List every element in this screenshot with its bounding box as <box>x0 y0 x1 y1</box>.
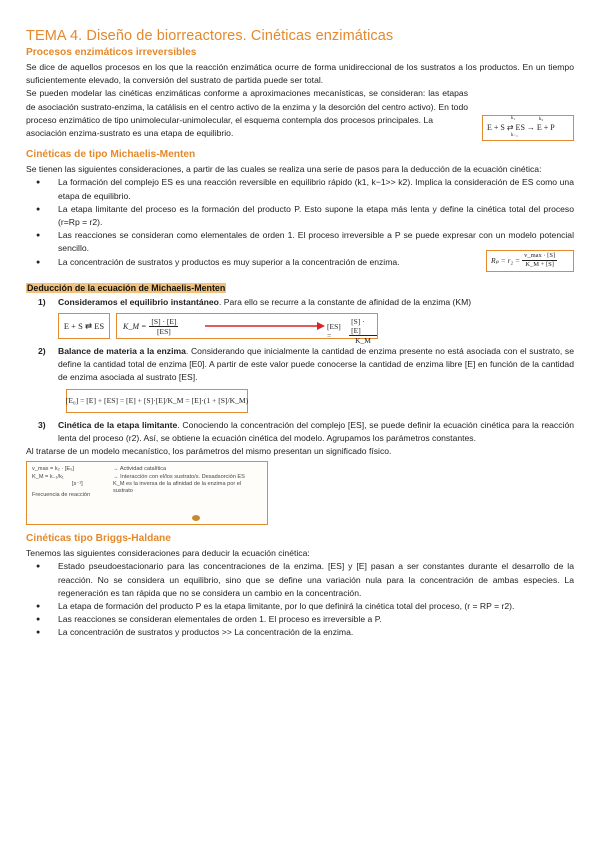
paragraph: Se tienen las siguientes consideraciones, a partir de las cuales se realiza una serie de pasos para la deducción de la ecuación cinética: <box>26 164 542 175</box>
paragraph: asociación enzima-sustrato es una etapa de equilibrio. <box>26 128 234 139</box>
km-fraction <box>149 317 178 336</box>
param-description: K_M es la inversa de la afinidad de la enzima por el sustrato <box>113 481 242 495</box>
step-1 <box>26 296 574 309</box>
list-item: ● Las reacciones se consideran elementales de orden 1. El proceso es irreversible a P. <box>26 613 574 626</box>
param-symbol: K_M = k₋₁/k₁ <box>32 473 64 480</box>
list-item: ● La etapa limitante del proceso es la formación del producto P. Esto supone la etapa más lenta y define la cinética total del proceso (r=Rp = r2). <box>26 203 574 229</box>
paragraph-text: Se pueden modelar las cinéticas enzimáticas conforme a aproximaciones mecanísticas, se consideran: las etapas de asociación sustrato-enzima, la catálisis en el centro activo de la enzima y la desorción del centro activo). En todo proceso enzimático de tipo unimolecular-unimolecular, el esquema contempla dos procesos principales. La <box>26 88 468 125</box>
es-lhs: [ES] = <box>327 322 341 341</box>
mm-numerator: v_max · [S] <box>524 252 556 260</box>
reaction-scheme: E + S ⇄ ES → E + P <box>487 123 555 133</box>
step-text: . Para ello se recurre a la constante de afinidad de la enzima (KM) <box>218 296 472 307</box>
reaction-scheme-box <box>482 115 574 141</box>
param-description: → Actividad catalítica <box>113 466 167 473</box>
step-text: . Conociendo la concentración del complejo [ES], se puede definir la ecuación cinética para la reacción lenta del proceso (r2). Así, se obtiene la ecuación cinética del modelo. Agrupamos los parámetros constantes. <box>58 419 574 443</box>
section-heading-michaelis-menten: Cinéticas de tipo Michaelis-Menten <box>26 149 196 161</box>
param-symbol: v_max = k₂ · [E₀] <box>32 466 74 473</box>
km1-label: k₋₁ <box>511 133 518 139</box>
parameters-figure <box>26 461 268 525</box>
param-description: → Interacción con el/los sustrato/s. Desadsorción ES <box>113 473 245 480</box>
list-item: ● La etapa de formación del producto P es la etapa limitante, por lo que definirá la cinética total del proceso, (r = RP = r2). <box>26 600 574 613</box>
es-fraction <box>349 317 377 345</box>
mm-denominator: K_M + [S] <box>525 261 554 269</box>
mm-fraction <box>522 252 557 269</box>
step-2 <box>26 345 574 385</box>
es-numerator: [S] · [E] <box>349 317 377 336</box>
section-heading-irreversibles: Procesos enzimáticos irreversibles <box>26 47 197 58</box>
document-page <box>26 28 574 640</box>
step-title: Balance de materia a la enzima <box>58 346 186 357</box>
equilibrium-scheme: E + S ⇄ ES <box>63 320 105 331</box>
page-title: TEMA 4. Diseño de biorreactores. Cinéticas enzimáticas <box>26 28 394 44</box>
equilibrium-scheme-box <box>58 313 110 339</box>
step-number: 3) <box>38 419 46 430</box>
step-title: Consideramos el equilibrio instantáneo <box>58 296 219 307</box>
es-denominator: K_M <box>355 336 371 346</box>
step-title: Cinética de la etapa limitante <box>58 419 178 430</box>
step-3 <box>26 419 574 445</box>
balance-equation-box <box>66 389 248 413</box>
step-text: . Considerando que inicialmente la cantidad de enzima presente no está asociada con el sustrato, se define la cantidad total de enzima [E0]. A partir de este valor puede conocerse la cantidad de enzima libre [E] en función de la cantidad de enzima asociada al sustrato [ES]. <box>58 346 574 383</box>
equilibrium-figure <box>26 313 574 346</box>
considerations-list <box>26 560 574 639</box>
km-denominator: [ES] <box>157 327 171 337</box>
list-item: ● La concentración de sustratos y productos es muy superior a la concentración de enzima. <box>26 256 574 269</box>
km-numerator: [S] · [E] <box>151 317 177 327</box>
k2-label: k₂ <box>539 117 544 123</box>
balance-equation: [E₀] = [E] + [ES] = [E] + [S]·[E]/K_M = [E]·(1 + [S]/K_M) <box>65 396 249 406</box>
mm-equation-box <box>486 250 574 272</box>
param-symbol: [s⁻¹] <box>72 481 83 488</box>
red-arrow <box>205 321 325 331</box>
paragraph: Se dice de aquellos procesos en los que la reacción enzimática ocurre de forma unidireccional de los sustratos a los productos. En un tiempo suficientemente elevado, la conversión del sustrato de partida puede ser total. <box>26 62 574 86</box>
km-definition-box <box>116 313 378 346</box>
k1-label: k₁ <box>511 116 516 122</box>
list-item: ● Las reacciones se consideran como elementales de orden 1. El proceso irreversible a P se puede expresar con un modelo potencial sencillo. <box>26 229 574 255</box>
list-item: ● La concentración de sustratos y productos >> La concentración de la enzima. <box>26 626 574 639</box>
list-item: ● La formación del complejo ES es una reacción reversible en equilibrio rápido (k1, k−1>> k2). Implica la consideración de ES como una etapa de equilibrio. <box>26 176 574 202</box>
paragraph: Al tratarse de un modelo mecanístico, los parámetros del mismo presentan un significado físico. <box>26 446 392 457</box>
balance-figure <box>26 389 574 413</box>
km-lhs: K_M = <box>123 322 147 332</box>
list-item: ● Estado pseudoestacionario para las concentraciones de la enzima. [ES] y [E] pasan a ser constantes durante el desarrollo de la reacción. No se considera un equilibrio, sino que se define una variación nula para la concentración de ambas especies. La regeneración es tan rápida que no se considera un cambio en la concentración. <box>26 560 574 600</box>
step-number: 1) <box>38 296 46 307</box>
section-heading-deduccion: Deducción de la ecuación de Michaelis-Menten <box>27 282 226 293</box>
step-number: 2) <box>38 346 46 357</box>
param-symbol: Frecuencia de reacción <box>32 492 91 499</box>
paragraph: Tenemos las siguientes consideraciones para deducir la ecuación cinética: <box>26 548 310 559</box>
watermark-icon <box>192 515 200 521</box>
mm-lhs: Rₚ = r₂ = <box>491 256 521 266</box>
section-heading-briggs-haldane: Cinéticas tipo Briggs-Haldane <box>26 533 171 545</box>
